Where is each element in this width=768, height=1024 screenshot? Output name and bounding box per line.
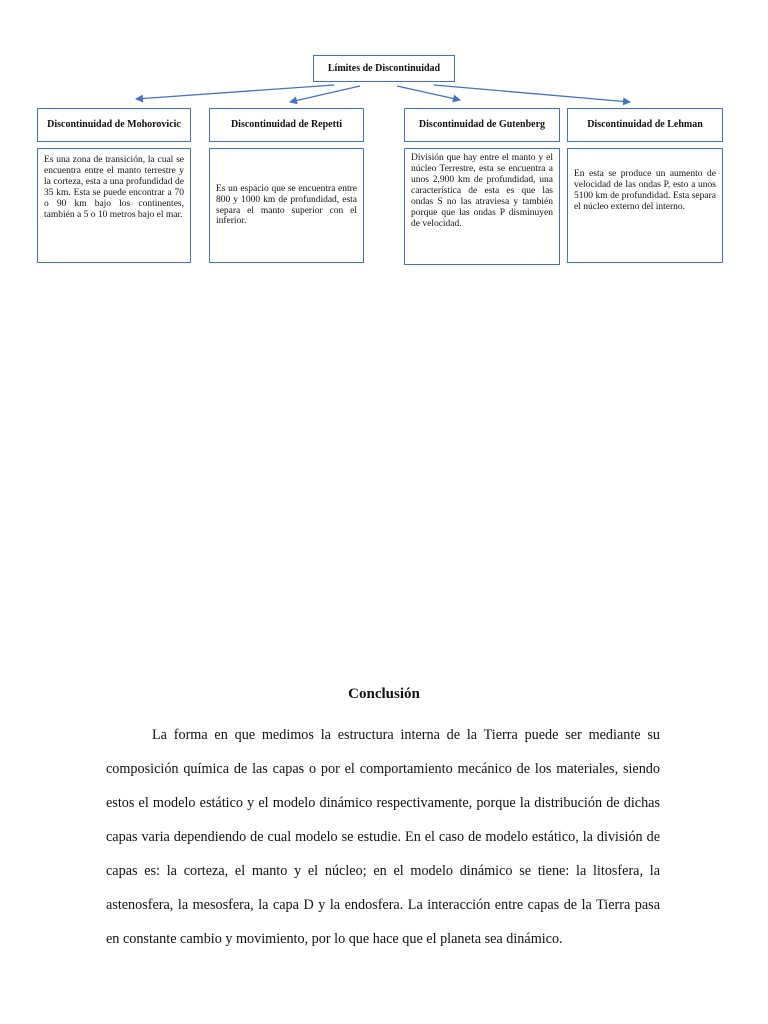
node-lehman-title-box [567,108,723,142]
node-mohorovicic-title: Discontinuidad de Mohorovicic [47,119,181,131]
node-lehman-description: En esta se produce un aumento de velocidad de las ondas P, esto a unos 5100 km de profundidad. Esta separa el núcleo externo del interno. [574,169,716,212]
arrow-to-gutenberg [397,86,460,100]
node-mohorovicic-title-box [37,108,191,142]
node-gutenberg-description-box [404,148,560,265]
node-mohorovicic-description: Es una zona de transición, la cual se encuentra entre el manto terrestre y la corteza, esta a una profundidad de 35 km. Esta se puede encontrar a 70 o 90 km bajo los continentes, también a 5 o 10 metros bajo el mar. [44,155,184,220]
conclusion-heading: Conclusión [348,686,420,702]
arrow-to-repetti [290,86,360,102]
node-lehman-title: Discontinuidad de Lehman [587,119,703,131]
node-lehman-description-box [567,148,723,263]
node-mohorovicic-description-box [37,148,191,263]
node-repetti-title: Discontinuidad de Repetti [230,119,343,131]
node-gutenberg-title: Discontinuidad de Gutenberg [418,119,546,131]
conclusion-paragraph: La forma en que medimos la estructura interna de la Tierra puede ser mediante su composición química de las capas o por el comportamiento mecánico de los materiales, siendo estos el modelo estático y el modelo dinámico respectivamente, porque la distribución de dichas capas varia dependiendo de cual modelo se estudie. En el caso de modelo estático, la división de capas es: la corteza, el manto y el núcleo; en el modelo dinámico se tiene: la litosfera, la astenosfera, la mesosfera, la capa D y la endosfera. La interacción entre capas de la Tierra pasa en constante cambio y movimiento, por lo que hace que el planeta sea dinámico. [106,727,660,947]
root-node [313,55,455,82]
node-gutenberg-title-box [404,108,560,142]
root-node-label: Límites de Discontinuidad [327,62,441,74]
node-repetti-description: Es un espacio que se encuentra entre 800 y 1000 km de profundidad, esta separa el manto superior con el inferior. [216,183,357,227]
node-gutenberg-description: División que hay entre el manto y el núcleo Terrestre, esta se encuentra a unos 2,900 km de profundidad, una característica de esta es que las ondas S no las atraviesa y también porque que las ondas P disminuyen de velocidad. [411,153,553,229]
arrow-to-mohorovicic [136,85,334,99]
arrow-to-lehman [434,85,630,102]
node-repetti-description-box [209,148,364,263]
node-repetti-title-box [209,108,364,142]
